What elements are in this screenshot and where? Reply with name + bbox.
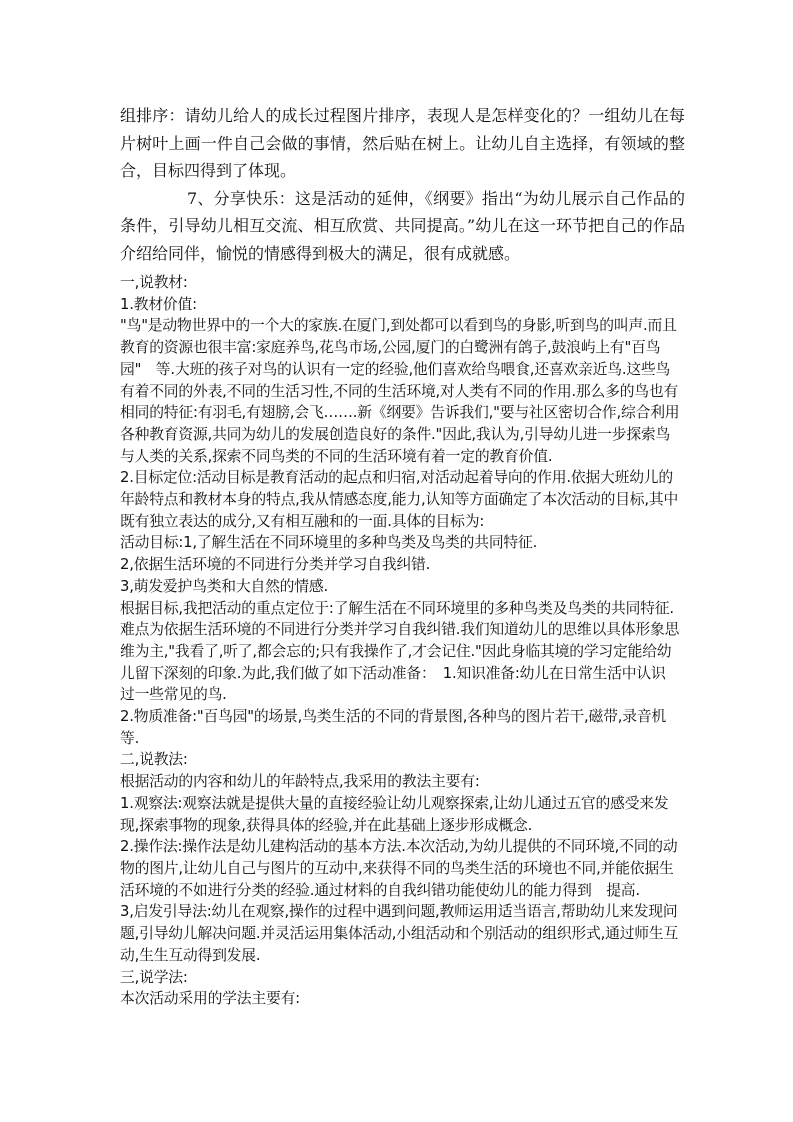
- body-paragraph: 活动目标:1,了解生活在不同环境里的多种鸟类及鸟类的共同特征.: [120, 534, 538, 552]
- body-block: [120, 272, 680, 1010]
- body-paragraph: "鸟"是动物世界中的一个大的家族.在厦门,到处都可以看到鸟的身影,听到鸟的叫声.而且教育的资源也很丰富:家庭养鸟,花鸟市场,公园,厦门的白鹭洲有鸽子,鼓浪屿上有"百鸟园" 等.大班的孩子对鸟的认识有一定的经验,他们喜欢给鸟喂食,还喜欢亲近鸟.这些鸟有着不同的外表,不同的生活习性,不同的生活环境,对人类有不同的作用.那么多的鸟也有相同的特征:有羽毛,有翅膀,会飞…….新《纲要》告诉我们,"要与社区密切合作,综合利用各种教育资源,共同为幼儿的发展创造良好的条件."因此,我认为,引导幼儿进一步探索鸟与人类的关系,探索不同鸟类的不同的生活环境有着一定的教育价值.: [120, 317, 680, 465]
- body-paragraph: 3,萌发爱护鸟类和大自然的情感.: [120, 577, 328, 595]
- body-paragraph: 1.观察法:观察法就是提供大量的直接经验让幼儿观察探索,让幼儿通过五官的感受来发现,探索事物的现象,获得具体的经验,并在此基础上逐步形成概念.: [120, 794, 669, 834]
- section-heading: 二,说教法:: [120, 751, 188, 769]
- body-paragraph: 本次活动采用的学法主要有:: [120, 990, 300, 1008]
- body-paragraph: 2.物质准备:"百鸟园"的场景,鸟类生活的不同的背景图,各种鸟的图片若干,磁带,录音机等.: [120, 708, 667, 747]
- body-paragraph: 根据活动的内容和幼儿的年龄特点,我采用的教法主要有:: [120, 773, 480, 791]
- intro-block: [120, 102, 685, 267]
- intro-paragraph: 7、分享快乐：这是活动的延伸，《纲要》指出“为幼儿展示自己作品的条件，引导幼儿相互交流、相互欣赏、共同提高。”幼儿在这一环节把自己的作品介绍给同伴，愉悦的情感得到极大的满足，很有成就感。: [120, 188, 685, 263]
- body-paragraph: 2.目标定位:活动目标是教育活动的起点和归宿,对活动起着导向的作用.依据大班幼儿的年龄特点和教材本身的特点,我从情感态度,能力,认知等方面确定了本次活动的目标,其中既有独立表达的成分,又有相互融和的一面.具体的目标为:: [120, 469, 679, 530]
- intro-paragraph: 组排序：请幼儿给人的成长过程图片排序，表现人是怎样变化的？一组幼儿在每片树叶上画一件自己会做的事情，然后贴在树上。让幼儿自主选择，有领域的整合，目标四得到了体现。: [120, 106, 685, 180]
- subsection-heading: 1.教材价值:: [120, 295, 197, 313]
- body-paragraph: 2,依据生活环境的不同进行分类并学习自我纠错.: [120, 556, 431, 574]
- section-heading: 一,说教材:: [120, 274, 188, 291]
- body-paragraph: 2.操作法:操作法是幼儿建构活动的基本方法.本次活动,为幼儿提供的不同环境,不同的动物的图片,让幼儿自己与图片的互动中,来获得不同的鸟类生活的环境也不同,并能依据生活环境的不如进行分类的经验.通过材料的自我纠错功能使幼儿的能力得到 提高.: [120, 838, 678, 899]
- section-heading: 三,说学法:: [120, 968, 188, 986]
- body-paragraph: 3,启发引导法:幼儿在观察,操作的过程中遇到问题,教师运用适当语言,帮助幼儿来发现问题,引导幼儿解决问题.并灵活运用集体活动,小组活动和个别活动的组织形式,通过师生互动,生生互动得到发展.: [120, 903, 679, 964]
- body-paragraph: 根据目标,我把活动的重点定位于:了解生活在不同环境里的多种鸟类及鸟类的共同特征.难点为依据生活环境的不同进行分类并学习自我纠错.我们知道幼儿的思维以具体形象思维为主,"我看了,听了,都会忘的;只有我操作了,才会记住."因此身临其境的学习定能给幼儿留下深刻的印象.为此,我们做了如下活动准备： 1.知识准备:幼儿在日常生活中认识过一些常见的鸟.: [120, 599, 680, 704]
